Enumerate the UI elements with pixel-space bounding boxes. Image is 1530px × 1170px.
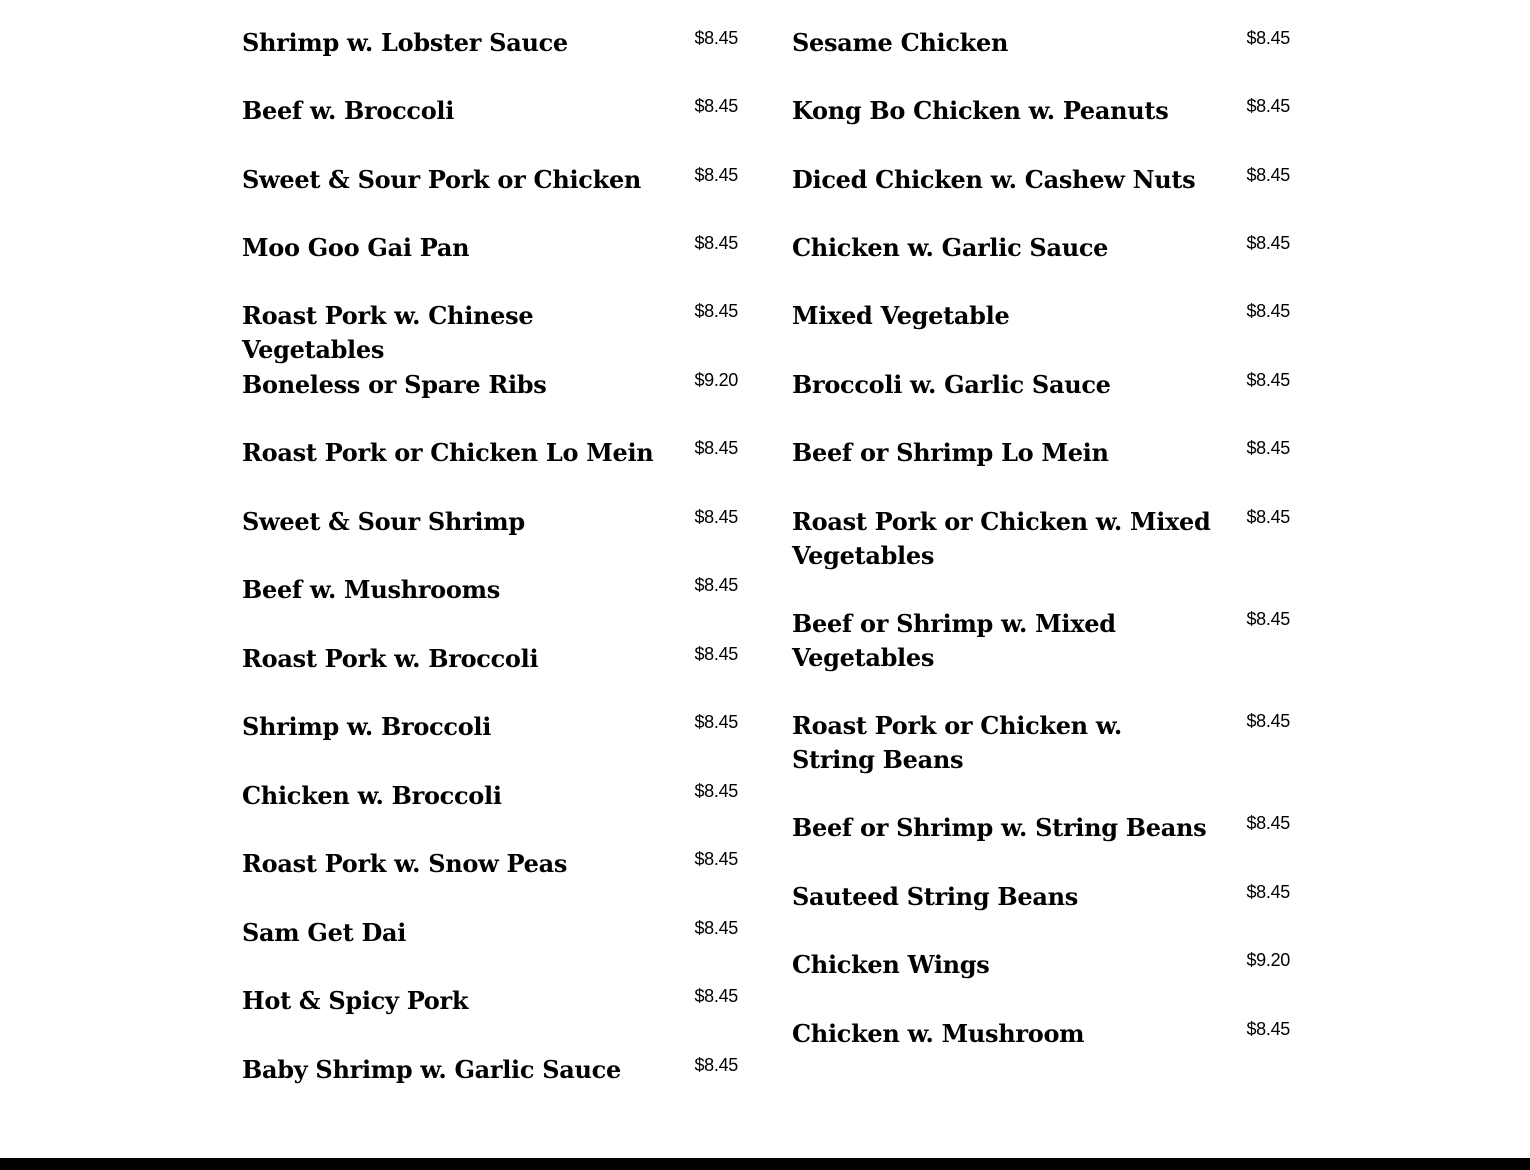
menu-item-price: $8.45: [1246, 165, 1290, 185]
menu-item-name: Diced Chicken w. Cashew Nuts: [792, 165, 1196, 194]
menu-item-price: $8.45: [694, 438, 738, 458]
menu-item-price: $8.45: [694, 1055, 738, 1075]
menu-item-name: Boneless or Spare Ribs: [242, 370, 547, 399]
menu-item-name: Shrimp w. Broccoli: [242, 712, 492, 741]
menu-item-price: $8.45: [694, 781, 738, 801]
menu-item-name: Roast Pork or Chicken w. String Beans: [792, 711, 1122, 774]
menu-item-name: Beef or Shrimp w. String Beans: [792, 813, 1207, 842]
menu-item: [242, 26, 790, 94]
menu-item-price: $8.45: [1246, 507, 1290, 527]
menu-item: [792, 811, 1340, 880]
menu-item: [792, 948, 1340, 1017]
menu-item-name: Beef or Shrimp Lo Mein: [792, 438, 1109, 467]
menu-item-name: Chicken Wings: [792, 950, 990, 979]
menu-item: [242, 710, 790, 779]
menu-item-price: $8.45: [1246, 438, 1290, 458]
menu-item-price: $9.20: [1246, 950, 1290, 970]
menu-item-name: Roast Pork or Chicken w. Mixed Vegetables: [792, 507, 1211, 570]
menu-item-price: $8.45: [1246, 813, 1290, 833]
menu-item: [242, 299, 790, 368]
menu-item-name: Roast Pork w. Broccoli: [242, 644, 539, 673]
menu-item-price: $8.45: [1246, 301, 1290, 321]
menu-item: [792, 880, 1340, 948]
menu-item: [242, 436, 790, 505]
menu-item-name: Moo Goo Gai Pan: [242, 233, 470, 262]
menu-item-name: Sauteed String Beans: [792, 882, 1078, 911]
menu-item: [242, 505, 790, 573]
menu-item: [242, 1053, 790, 1121]
menu-item-name: Roast Pork or Chicken Lo Mein: [242, 438, 654, 467]
menu-item: [242, 231, 790, 299]
menu-item-name: Roast Pork w. Chinese Vegetables: [242, 301, 534, 364]
menu-item-name: Beef w. Broccoli: [242, 96, 455, 125]
menu-item: [792, 607, 1340, 709]
menu-item-price: $8.45: [1246, 1019, 1290, 1039]
menu-item: [242, 368, 790, 436]
menu-column-left: [242, 26, 790, 1121]
menu-item: [242, 642, 790, 710]
menu-item-name: Roast Pork w. Snow Peas: [242, 849, 568, 878]
menu-item: [242, 847, 790, 916]
menu-item-price: $8.45: [1246, 370, 1290, 390]
menu-item-name: Chicken w. Garlic Sauce: [792, 233, 1109, 262]
menu-item: [792, 26, 1340, 94]
menu-item: [792, 436, 1340, 505]
menu-item-price: $8.45: [1246, 96, 1290, 116]
menu-item-name: Baby Shrimp w. Garlic Sauce: [242, 1055, 621, 1084]
menu-column-right: [792, 26, 1340, 1085]
menu-item-price: $8.45: [694, 507, 738, 527]
menu-item-price: $8.45: [694, 165, 738, 185]
menu-item-name: Kong Bo Chicken w. Peanuts: [792, 96, 1169, 125]
menu-item-price: $8.45: [694, 301, 738, 321]
menu-item-name: Sweet & Sour Shrimp: [242, 507, 525, 536]
menu-item-price: $8.45: [694, 918, 738, 938]
menu-item-price: $8.45: [694, 96, 738, 116]
menu-item-price: $8.45: [694, 233, 738, 253]
menu-item-name: Mixed Vegetable: [792, 301, 1010, 330]
menu-item-price: $8.45: [694, 28, 738, 48]
menu-item-price: $8.45: [1246, 28, 1290, 48]
menu-item-name: Shrimp w. Lobster Sauce: [242, 28, 568, 57]
menu-item-price: $8.45: [694, 644, 738, 664]
menu-item-name: Chicken w. Broccoli: [242, 781, 502, 810]
menu-item-price: $8.45: [1246, 609, 1290, 629]
menu-item: [792, 94, 1340, 163]
menu-item: [242, 984, 790, 1053]
menu-item: [792, 505, 1340, 607]
menu-item: [242, 916, 790, 984]
menu-item-name: Hot & Spicy Pork: [242, 986, 469, 1015]
menu-item: [792, 368, 1340, 436]
menu-item: [792, 1017, 1340, 1085]
menu-item-price: $8.45: [694, 986, 738, 1006]
menu-item-name: Chicken w. Mushroom: [792, 1019, 1085, 1048]
menu-item-name: Beef or Shrimp w. Mixed Vegetables: [792, 609, 1116, 672]
menu-item: [792, 231, 1340, 299]
menu-item-name: Broccoli w. Garlic Sauce: [792, 370, 1111, 399]
menu-item: [242, 163, 790, 231]
menu-item-price: $8.45: [694, 712, 738, 732]
menu-item: [242, 94, 790, 163]
menu-item: [242, 779, 790, 847]
menu-item-price: $8.45: [694, 575, 738, 595]
menu-item-name: Sweet & Sour Pork or Chicken: [242, 165, 642, 194]
menu-item: [792, 709, 1340, 811]
menu-item-price: $8.45: [694, 849, 738, 869]
menu-item-price: $9.20: [694, 370, 738, 390]
menu-item: [792, 299, 1340, 368]
menu-item-price: $8.45: [1246, 711, 1290, 731]
menu-item-price: $8.45: [1246, 233, 1290, 253]
menu-item: [792, 163, 1340, 231]
menu-item-name: Sesame Chicken: [792, 28, 1009, 57]
menu-item-name: Sam Get Dai: [242, 918, 407, 947]
menu-item-name: Beef w. Mushrooms: [242, 575, 500, 604]
menu-item: [242, 573, 790, 642]
footer-bar: [0, 1158, 1530, 1170]
menu-item-price: $8.45: [1246, 882, 1290, 902]
